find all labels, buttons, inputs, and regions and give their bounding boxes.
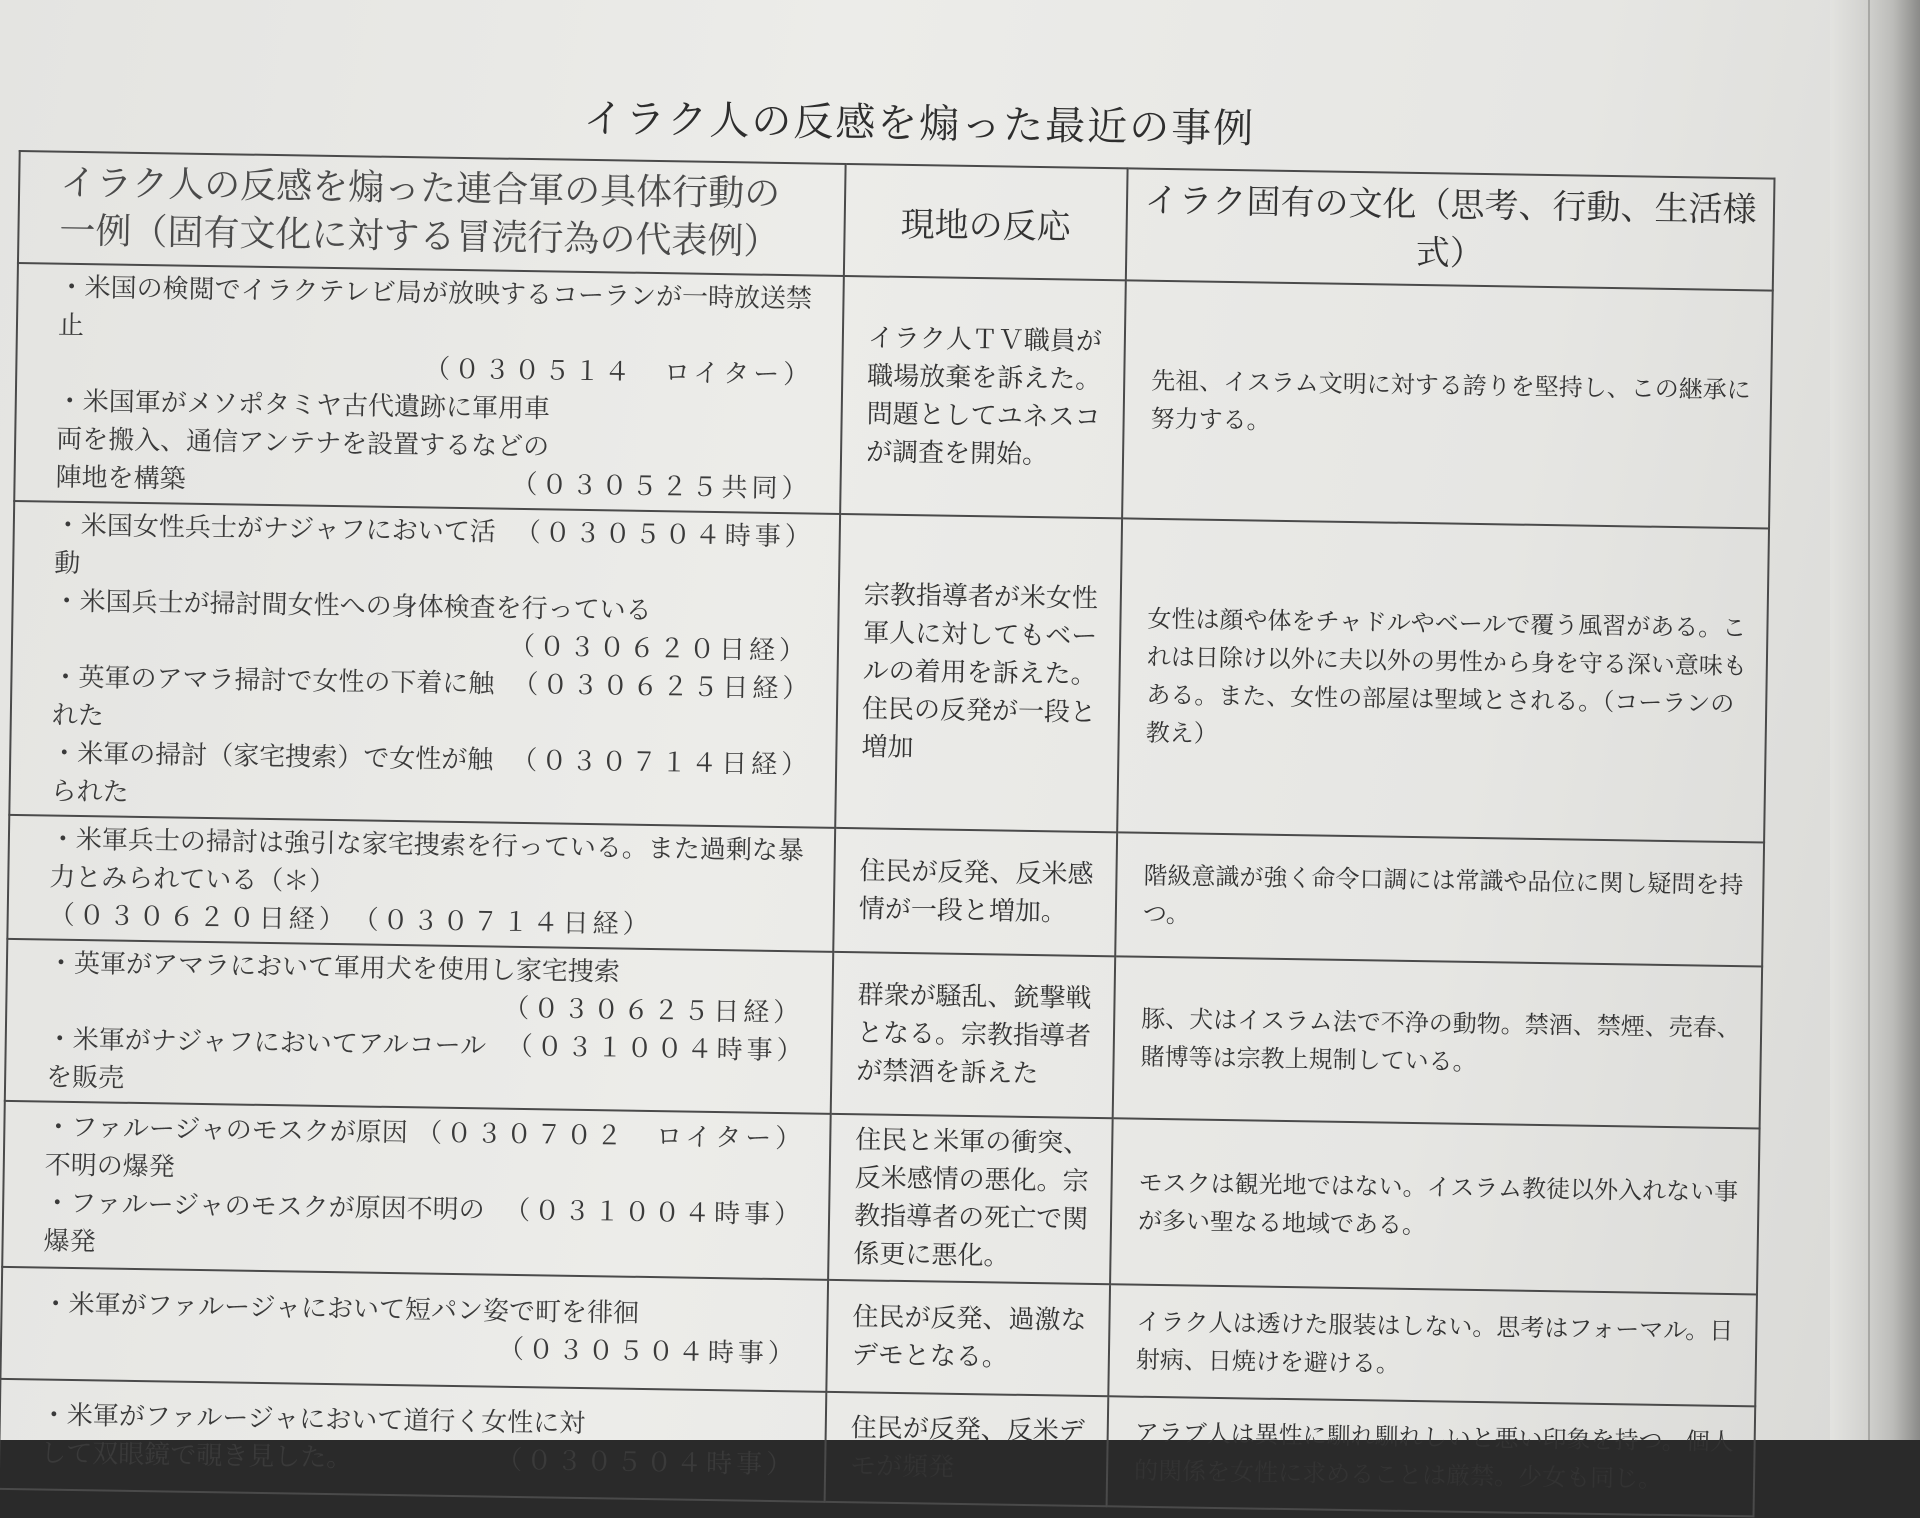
action-source: （０３０６２５日経） [512, 669, 813, 705]
action-item [44, 1109, 805, 1197]
culture-cell: 豚、犬はイスラム法で不浄の動物。禁酒、禁煙、売春、賭博等は宗教上規制している。 [1113, 956, 1762, 1128]
action-text: ・米軍がナジャフにおいてアルコールを販売 [45, 1024, 487, 1094]
action-item [53, 583, 814, 671]
culture-cell: モスクは観光地ではない。イスラム教徒以外入れない事が多い聖なる地域である。 [1110, 1118, 1760, 1294]
action-source: （０３０６２０日経） [508, 631, 810, 667]
reaction-cell: 宗教指導者が米女性軍人に対してもベールの着用を訴えた。住民の反発が一段と増加 [835, 514, 1122, 832]
table-row [5, 939, 1762, 1129]
page-edge-shadow [1830, 0, 1920, 1440]
action-item [42, 1286, 803, 1374]
action-source: （０３０５０４時事） [514, 517, 815, 553]
culture-cell: イラク人は透けた服装はしない。思考はフォーマル。日射病、日焼けを避ける。 [1108, 1284, 1757, 1406]
action-item [52, 659, 813, 747]
culture-cell: アラブ人は異性に馴れ馴れしいと悪い印象を持つ。個人的関係を女性に求めることは厳禁。少女も同じ。 [1107, 1396, 1756, 1516]
action-item [47, 945, 808, 1033]
actions-cell [0, 1379, 826, 1502]
reaction-cell: 住民が反発、反米デモが頻発 [825, 1392, 1109, 1506]
action-item [40, 1396, 801, 1484]
action-item [46, 1021, 807, 1109]
action-source: （０３０５０４時事） [497, 1334, 799, 1370]
action-source: （０３０５１４ ロイター） [423, 354, 814, 391]
document-content [0, 70, 1790, 1518]
page-edge-line [1868, 0, 1870, 1440]
culture-cell: 階級意識が強く命令口調には常識や品位に関し疑問を持つ。 [1115, 832, 1764, 966]
action-text: ・米国女性兵士がナジャフにおいて活動 [54, 510, 496, 580]
actions-cell [14, 263, 844, 514]
action-source: （０３１００４時事） [503, 1195, 805, 1231]
action-text: ・米軍がファルージャにおいて短パン姿で町を徘徊 [42, 1289, 640, 1329]
actions-cell [5, 939, 833, 1114]
culture-cell: 先祖、イスラム文明に対する誇りを堅持し、この継承に努力する。 [1122, 280, 1773, 528]
header-actions: イラク人の反感を煽った連合軍の具体行動の一例（固有文化に対する冒涜行為の代表例） [18, 151, 846, 276]
action-source: （０３０６２５日経） [503, 993, 804, 1029]
action-text: ・英軍がアマラにおいて軍用犬を使用し家宅捜索 [47, 948, 621, 988]
reaction-cell: 住民と米軍の衝突、反米感情の悪化。宗教指導者の死亡で関係更に悪化。 [828, 1114, 1113, 1284]
reaction-cell: 住民が反発、過激なデモとなる。 [826, 1280, 1110, 1396]
action-text: ・英軍のアマラ掃討で女性の下着に触れた [51, 662, 495, 732]
action-item [48, 821, 810, 947]
action-text: ・米国の検閲でイラクテレビ局が放映するコーランが一時放送禁止 [57, 272, 813, 342]
actions-cell [9, 501, 840, 828]
cases-table [0, 150, 1776, 1517]
action-text: ・米国軍がメソポタミヤ古代遺跡に軍用車両を搬入、通信アンテナを設置するなどの陣地を構築 [55, 386, 551, 495]
action-text: ・米軍の掃討（家宅捜索）で女性が触られた [50, 738, 494, 808]
table-row [14, 263, 1773, 529]
action-text: ・ファルージャのモスクが原因不明の爆発 [43, 1188, 485, 1258]
actions-cell [7, 815, 835, 952]
reaction-cell: イラク人ＴＶ職員が職場放棄を訴えた。問題としてユネスコが調査を開始。 [840, 276, 1126, 518]
culture-cell: 女性は顔や体をチャドルやベールで覆う風習がある。これは日除け以外に夫以外の男性から身を守る深い意味もある。また、女性の部屋は聖域とされる。（コーランの教え） [1117, 518, 1769, 842]
table-row [9, 501, 1769, 843]
action-text: ・ファルージャのモスクが原因不明の爆発 [44, 1112, 409, 1183]
action-text: ・米軍兵士の掃討は強引な家宅捜索を行っている。また過剰な暴力とみられている（＊） [49, 824, 805, 898]
reaction-cell: 住民が反発、反米感情が一段と増加。 [833, 828, 1117, 956]
action-source: （０３０５０４時事） [495, 1445, 797, 1481]
action-source: （０３０６２０日経） （０３０７１４日経） [48, 900, 653, 941]
actions-cell [0, 1267, 828, 1392]
header-culture: イラク固有の文化（思考、行動、生活様式） [1126, 168, 1775, 290]
action-source: （０３０７０２ ロイター） [415, 1118, 806, 1155]
action-item [57, 269, 819, 395]
action-source: （０３０７１４日経） [510, 745, 812, 781]
reaction-cell: 群衆が騒乱、銃撃戦となる。宗教指導者が禁酒を訴えた [831, 952, 1116, 1118]
table-row [2, 1101, 1759, 1295]
header-reaction: 現地の反応 [844, 164, 1128, 280]
action-text: ・米軍がファルージャにおいて道行く女性に対して双眼鏡で覗き見した。 [40, 1400, 586, 1474]
action-source: （０３０５２５共同） [511, 469, 812, 505]
action-item [43, 1185, 804, 1273]
action-source: （０３１００４時事） [506, 1031, 807, 1067]
action-item [55, 383, 817, 509]
action-item [50, 735, 811, 823]
document-title: イラク人の反感を煽った最近の事例 [582, 95, 1256, 153]
action-text: ・米国兵士が掃討間女性への身体検査を行っている [53, 586, 652, 626]
action-item [54, 507, 815, 595]
actions-cell [2, 1101, 831, 1280]
